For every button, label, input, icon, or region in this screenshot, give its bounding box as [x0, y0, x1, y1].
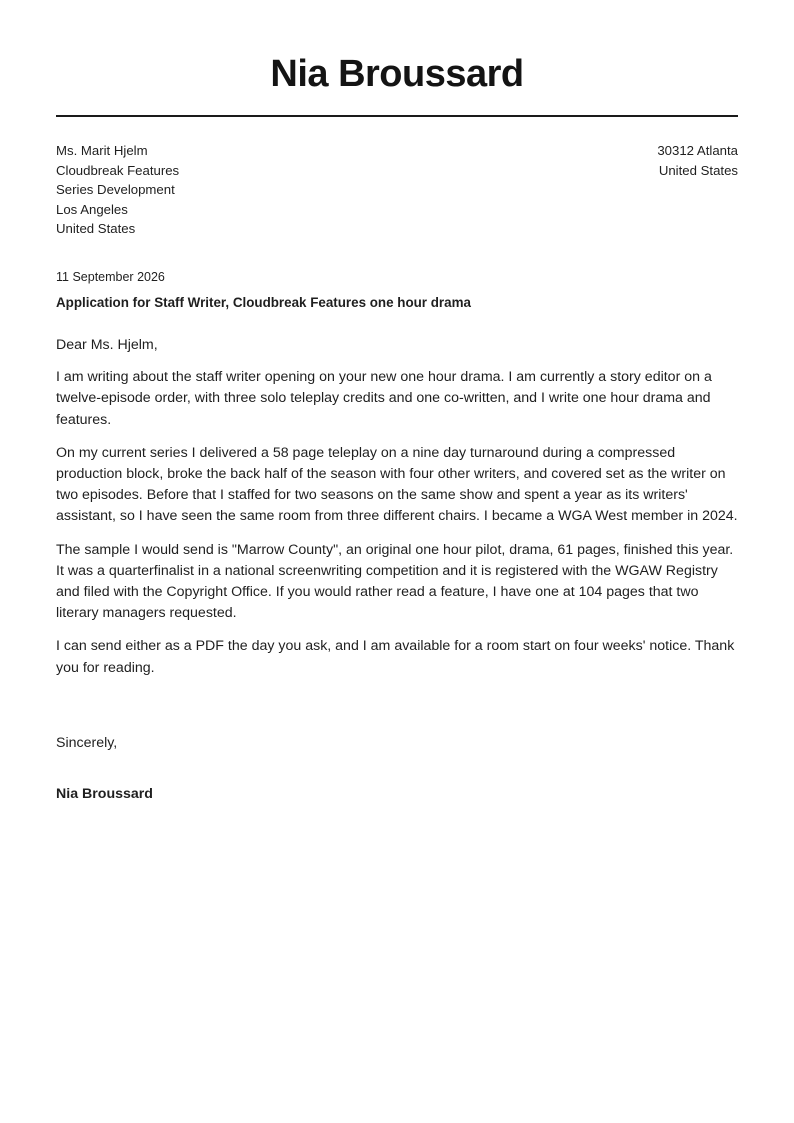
signature-name: Nia Broussard [56, 786, 153, 802]
recipient-address [56, 141, 179, 239]
body-paragraph-4: I can send either as a PDF the day you ask, and I am available for a room start on four weeks' notice. Thank you for reading. [56, 638, 735, 676]
salutation: Dear Ms. Hjelm, [56, 337, 158, 353]
recipient-city: Los Angeles [56, 201, 128, 217]
body-paragraph-2: On my current series I delivered a 58 page teleplay on a nine day turnaround during a compressed production block, broke the back half of the season with four other writers, and covered set as the writer on two episodes. Before that I staffed for two seasons on the same show and spent a year as its writers' assistant, so I have seen the same room from three different chairs. I became a WGA West member in 2024. [56, 444, 738, 525]
applicant-name-heading: Nia Broussard [270, 53, 524, 95]
letter-date: 11 September 2026 [56, 270, 165, 284]
header-divider [56, 115, 738, 117]
sender-city: 30312 Atlanta [657, 143, 738, 158]
sender-country: United States [658, 162, 738, 178]
recipient-name: Ms. Marit Hjelm [56, 143, 148, 158]
sender-address [657, 141, 738, 180]
recipient-department: Series Development [56, 182, 175, 197]
body-paragraph-1: I am writing about the staff writer opening on your new one hour drama. I am currently a story editor on a twelve-episode order, with three solo teleplay credits and one co-written, and I write one hour drama and features. [56, 369, 712, 428]
closing: Sincerely, [56, 735, 118, 751]
recipient-country: United States [56, 221, 136, 236]
recipient-company: Cloudbreak Features [56, 162, 180, 178]
letter-subject: Application for Staff Writer, Cloudbreak Features one hour drama [56, 295, 471, 310]
body-paragraph-3: The sample I would send is "Marrow County", an original one hour pilot, drama, 61 pages, finished this year. It was a quarterfinalist in a national screenwriting competition and it is registered with the WGAW Registry and filed with the Copyright Office. If you would rather read a feature, I have one at 104 pages that two literary managers requested. [56, 541, 734, 622]
letter-body [56, 335, 740, 691]
